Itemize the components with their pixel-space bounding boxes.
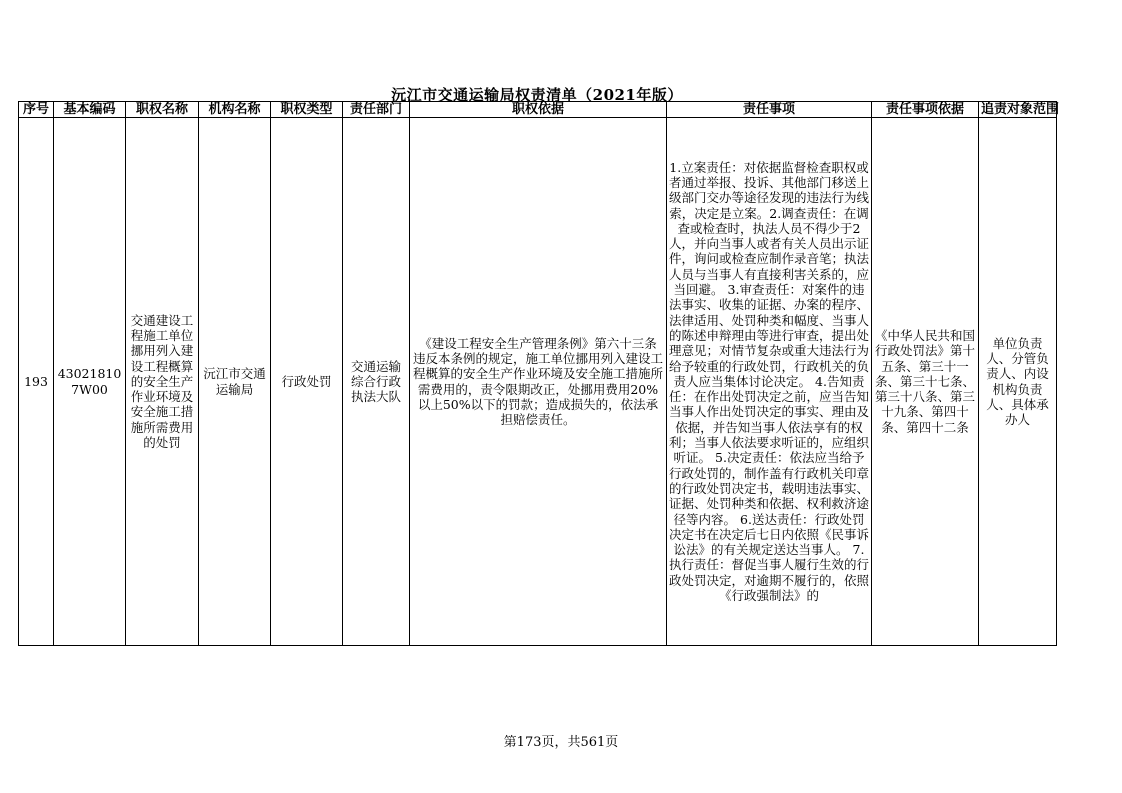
header-power-name: 职权名称 bbox=[126, 102, 199, 118]
cell-duties: 1.立案责任：对依据监督检查职权或者通过举报、投诉、其他部门移送上级部门交办等途径发现的违法行为线索，决定是立案。2.调查责任：在调查或检查时，执法人员不得少于2人，并向当事人或者有关人员出示证件，询问或检查应制作录音笔；执法人员与当事人有直接利害关系的，应当回避。 3.审查责任：对案件的违法事实、收集的证据、办案的程序、法律适用、处罚种类和幅度、当事人的陈述申辩理由等进行审查，提出处理意见；对情节复杂或重大违法行为给予较重的行政处罚，行政机关的负责人应当集体讨论决定。 4.告知责任：在作出处罚决定之前，应当告知当事人作出处罚决定的事实、理由及依据，并告知当事人依法享有的权利；当事人依法要求听证的，应组织听证。 5.决定责任：依法应当给予行政处罚的，制作盖有行政机关印章的行政处罚决定书，载明违法事实、证据、处罚种类和依据、权利救济途径等内容。 6.送达责任：行政处罚决定书在决定后七日内依照《民事诉讼法》的有关规定送达当事人。 7.执行责任：督促当事人履行生效的行政处罚决定，对逾期不履行的，依照《行政强制法》的 bbox=[667, 118, 872, 646]
cell-power-name: 交通建设工程施工单位挪用列入建设工程概算的安全生产作业环境及安全施工措施所需费用的处罚 bbox=[126, 118, 199, 646]
document-title: 沅江市交通运输局权责清单（2021年版） bbox=[391, 86, 683, 104]
header-seq: 序号 bbox=[19, 102, 54, 118]
cell-basis: 《建设工程安全生产管理条例》第六十三条 违反本条例的规定，施工单位挪用列入建设工程概算的安全生产作业环境及安全施工措施所需费用的，责令限期改正，处挪用费用20%以上50%以下的罚款；造成损失的，依法承担赔偿责任。 bbox=[410, 118, 667, 646]
header-duty-basis: 责任事项依据 bbox=[872, 102, 979, 118]
header-code: 基本编码 bbox=[54, 102, 126, 118]
cell-code: 430218107W00 bbox=[54, 118, 126, 646]
table-header-row bbox=[19, 102, 1057, 118]
cell-scope: 单位负责人、分管负责人、内设机构负责人、具体承办人 bbox=[979, 118, 1057, 646]
cell-duty-basis: 《中华人民共和国行政处罚法》第十五条、第三十一条、第三十七条、第三十八条、第三十九条、第四十条、第四十二条 bbox=[872, 118, 979, 646]
cell-seq: 193 bbox=[19, 118, 54, 646]
page-number: 第173页，共561页 bbox=[503, 735, 619, 750]
header-power-type: 职权类型 bbox=[271, 102, 343, 118]
cell-dept: 交通运输综合行政执法大队 bbox=[343, 118, 410, 646]
header-scope: 追责对象范围 bbox=[979, 102, 1057, 118]
table-row bbox=[19, 118, 1057, 646]
cell-org-name: 沅江市交通运输局 bbox=[199, 118, 271, 646]
responsibility-table bbox=[18, 101, 1060, 646]
header-duties: 责任事项 bbox=[667, 102, 872, 118]
header-dept: 责任部门 bbox=[343, 102, 410, 118]
header-org-name: 机构名称 bbox=[199, 102, 271, 118]
header-basis: 职权依据 bbox=[410, 102, 667, 118]
cell-power-type: 行政处罚 bbox=[271, 118, 343, 646]
